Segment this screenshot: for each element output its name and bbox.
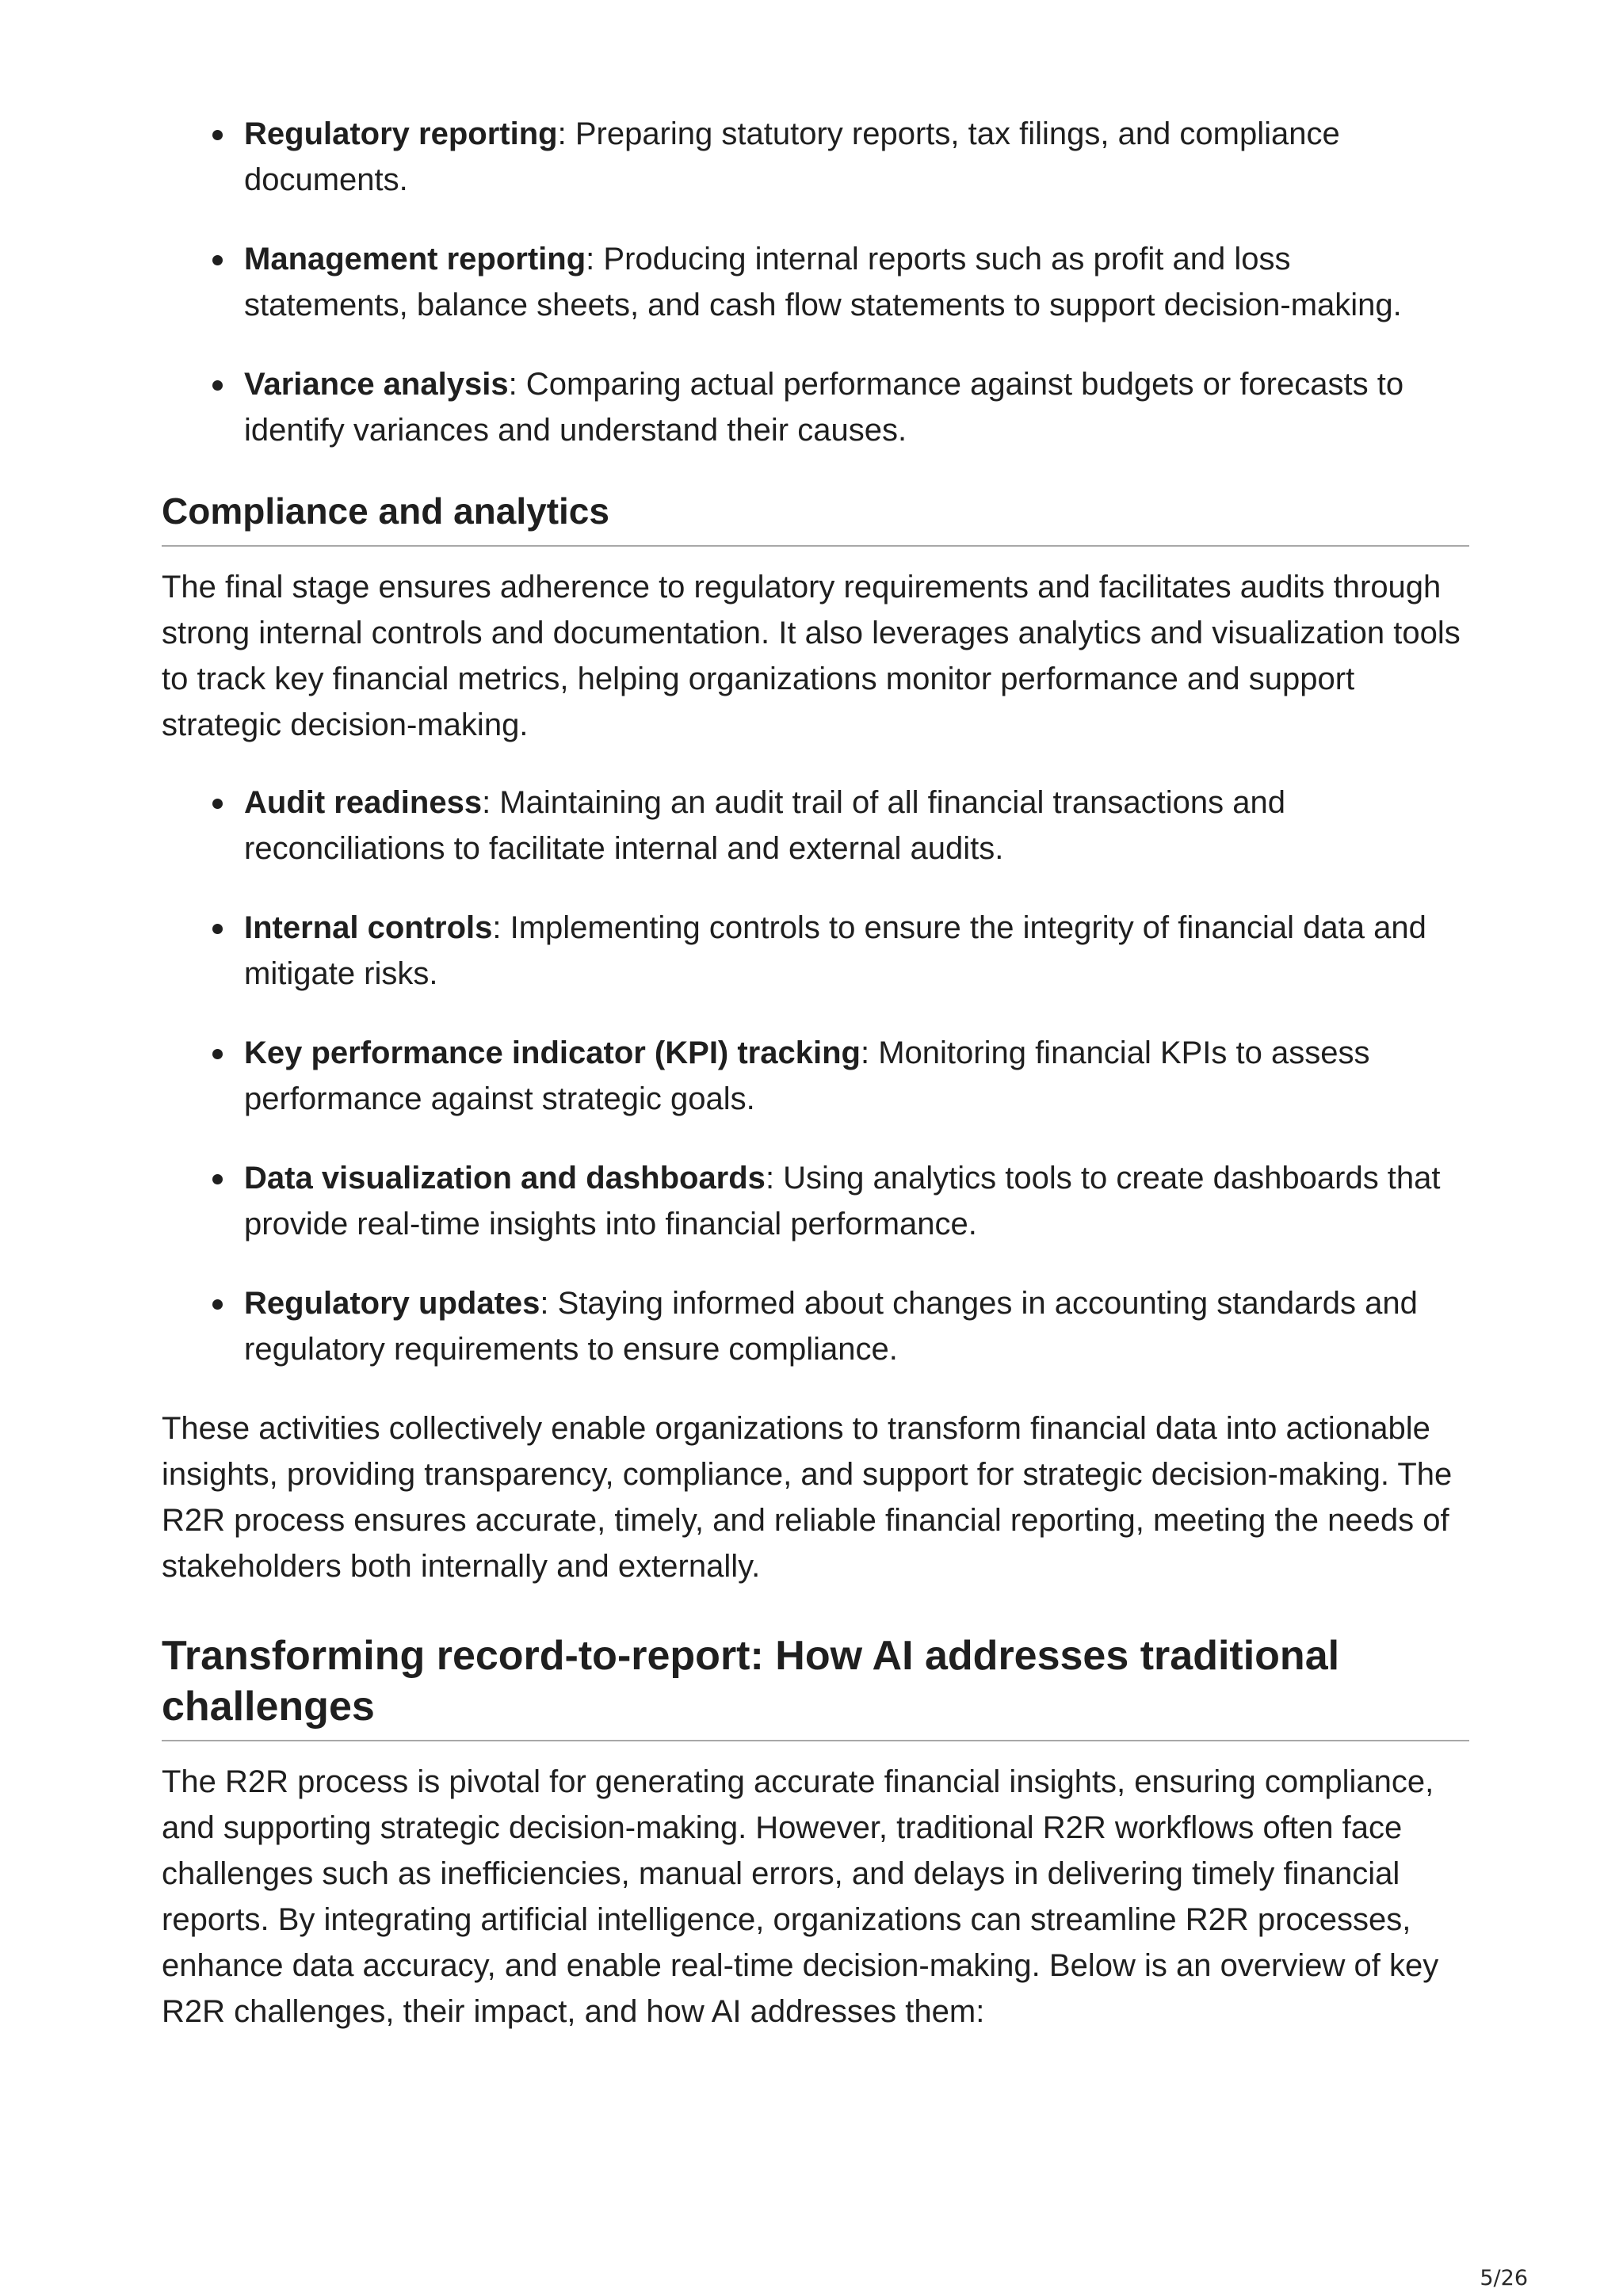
list-item-term: Data visualization and dashboards — [244, 1161, 766, 1196]
page-number: 5/26 — [1480, 2266, 1528, 2290]
list-item-term: Regulatory reporting — [244, 116, 558, 151]
list-item-text: : Implementing controls to ensure the integrity of financial data and mitigate risks. — [244, 910, 1426, 991]
list-item-text: : Comparing actual performance against budgets or forecasts to identify variances and understand their causes. — [244, 367, 1404, 448]
list-item-text: : Preparing statutory reports, tax filings, and compliance documents. — [244, 116, 1340, 197]
list-item-term: Regulatory updates — [244, 1286, 540, 1321]
list-item-text: : Using analytics tools to create dashboards that provide real-time insights into financial performance. — [244, 1161, 1441, 1241]
list-item-term: Key performance indicator (KPI) tracking — [244, 1035, 861, 1070]
list-item-text: : Maintaining an audit trail of all financial transactions and reconciliations to facilitate internal and external audits. — [244, 785, 1286, 866]
compliance-list — [162, 780, 1469, 1372]
transforming-heading: Transforming record-to-report: How AI addresses traditional challenges — [162, 1630, 1469, 1741]
list-item-term: Audit readiness — [244, 785, 483, 820]
list-item-text: : Staying informed about changes in accounting standards and regulatory requirements to ensure compliance. — [244, 1286, 1418, 1367]
compliance-heading: Compliance and analytics — [162, 488, 1469, 547]
list-item — [244, 1030, 1469, 1122]
document-body — [162, 111, 1469, 2066]
compliance-summary: These activities collectively enable organizations to transform financial data into actionable insights, providing transparency, compliance, and support for strategic decision-making. The R2R process ensures accurate, timely, and reliable financial reporting, meeting the needs of stakeholders both internally and externally. — [162, 1411, 1453, 1584]
list-item-text: : Producing internal reports such as profit and loss statements, balance sheets, and cash flow statements to support decision-making. — [244, 242, 1402, 322]
list-item — [244, 905, 1469, 997]
list-item-term: Internal controls — [244, 910, 493, 945]
compliance-intro: The final stage ensures adherence to regulatory requirements and facilitates audits through strong internal controls and documentation. It also leverages analytics and visualization tools to track key financial metrics, helping organizations monitor performance and support strategic decision-making. — [162, 570, 1461, 742]
list-item-term: Management reporting — [244, 242, 586, 277]
list-item — [244, 111, 1469, 203]
list-item — [244, 1280, 1469, 1372]
list-item — [244, 780, 1469, 871]
list-item-term: Variance analysis — [244, 367, 509, 402]
list-item — [244, 1155, 1469, 1247]
transforming-body: The R2R process is pivotal for generating accurate financial insights, ensuring compliance, and supporting strategic decision-making. However, traditional R2R workflows often face challenges such as inefficiencies, manual errors, and delays in delivering timely financial reports. By integrating artificial intelligence, organizations can streamline R2R processes, enhance data accuracy, and enable real-time decision-making. Below is an overview of key R2R challenges, their impact, and how AI addresses them: — [162, 1764, 1439, 2029]
list-item-text: : Monitoring financial KPIs to assess performance against strategic goals. — [244, 1035, 1370, 1116]
reporting-list — [162, 111, 1469, 453]
list-item — [244, 361, 1469, 453]
list-item — [244, 236, 1469, 328]
